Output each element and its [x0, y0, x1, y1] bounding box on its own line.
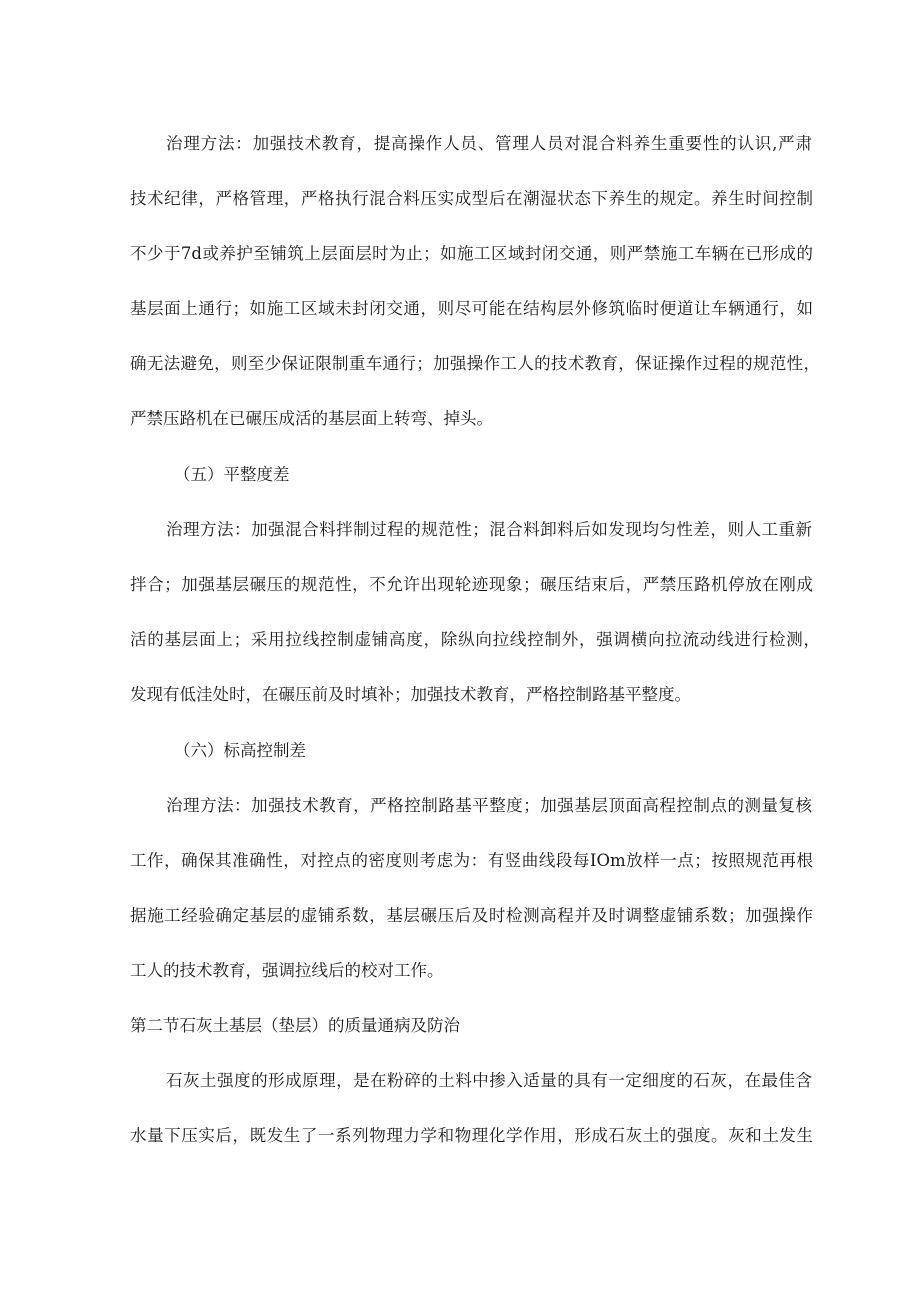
- paragraph-line: 严禁压路机在已碾压成活的基层面上转弯、掉头。: [130, 409, 493, 428]
- paragraph-line: 发现有低洼处时，在碾压前及时填补；加强技术教育，严格控制路基平整度。: [130, 685, 691, 704]
- paragraph-line: 工人的技术教育，强调拉线后的校对工作。: [130, 961, 444, 980]
- paragraph-line: 工作，确保其准确性，对控点的密度则考虑为：有竖曲线段每IOm放样一点；按照规范再根: [130, 851, 813, 870]
- section-heading: （五）平整度差: [174, 465, 290, 484]
- paragraph-line: 治理方法：加强技术教育，提高操作人员、管理人员对混合料养生重要性的认识,严肃: [166, 134, 812, 153]
- paragraph-line: 拌合；加强基层碾压的规范性，不允许出现轮迹现象；碾压结束后，严禁压路机停放在刚成: [130, 575, 813, 594]
- section-heading: （六）标高控制差: [174, 741, 306, 760]
- chapter-section-title: 第二节石灰土基层（垫层）的质量通病及防治: [130, 1016, 460, 1035]
- paragraph-line: 技术纪律，严格管理，严格执行混合料压实成型后在潮湿状态下养生的规定。养生时间控制: [130, 189, 813, 208]
- paragraph-line: 石灰土强度的形成原理，是在粉碎的土料中掺入适量的具有一定细度的石灰，在最佳含: [166, 1071, 812, 1090]
- paragraph-line: 不少于7d或养护至铺筑上层面层时为止；如施工区域封闭交通，则严禁施工车辆在已形成的: [130, 244, 813, 263]
- paragraph-line: 活的基层面上；采用拉线控制虚铺高度，除纵向拉线控制外，强调横向拉流动线进行检测，: [130, 630, 820, 649]
- paragraph-line: 水量下压实后，既发生了一系列物理力学和物理化学作用，形成石灰土的强度。灰和土发生: [130, 1126, 813, 1145]
- paragraph-line: 治理方法：加强技术教育，严格控制路基平整度；加强基层顶面高程控制点的测量复核: [166, 796, 812, 815]
- paragraph-line: 治理方法：加强混合料拌制过程的规范性；混合料卸料后如发现均匀性差，则人工重新: [166, 520, 812, 539]
- paragraph-line: 基层面上通行；如施工区域未封闭交通，则尽可能在结构层外修筑临时便道让车辆通行，如: [130, 299, 813, 318]
- paragraph-line: 据施工经验确定基层的虚铺系数，基层碾压后及时检测高程并及时调整虚铺系数；加强操作: [130, 906, 813, 925]
- paragraph-line: 确无法避免，则至少保证限制重车通行；加强操作工人的技术教育，保证操作过程的规范性，: [130, 354, 820, 373]
